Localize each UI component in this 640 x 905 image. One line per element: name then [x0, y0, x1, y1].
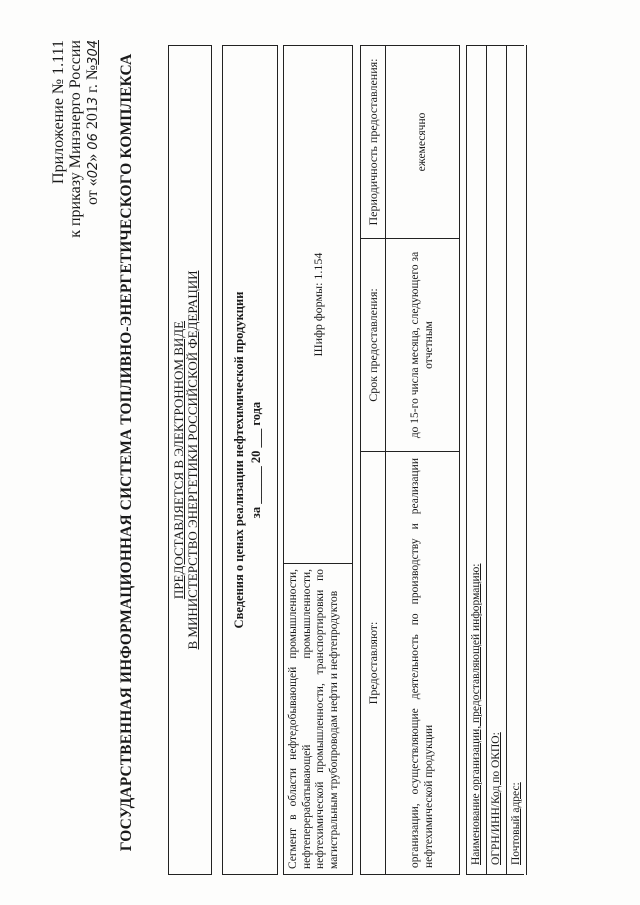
org-ids-line — [486, 45, 506, 875]
header-frequency: Периодичность предоставления: — [361, 46, 386, 239]
appendix-order-ref: к приказу Минэнерго России — [67, 40, 84, 238]
electronic-submission-box — [168, 45, 212, 875]
appendix-date-line: от «02» 06 2013 г. №304 — [84, 40, 101, 206]
page-title: ГОСУДАРСТВЕННАЯ ИНФОРМАЦИОННАЯ СИСТЕМА ТОПЛИВНО-ЭНЕРГЕТИЧЕСКОГО КОМПЛЕКСА — [118, 53, 135, 852]
date-year: 3 — [86, 96, 101, 106]
org-address-line — [506, 45, 527, 875]
electronic-line-2: В МИНИСТЕРСТВО ЭНЕРГЕТИКИ РОССИЙСКОЙ ФЕДЕРАЦИИ — [185, 270, 200, 650]
date-month: 06 — [86, 133, 101, 150]
electronic-line-1: ПРЕДОСТАВЛЯЕТСЯ В ЭЛЕКТРОННОМ ВИДЕ — [171, 320, 186, 600]
deadline-value: до 15-го числа месяца, следующего за отчетным — [386, 239, 460, 452]
appendix-block — [50, 40, 102, 238]
organization-fields — [466, 45, 527, 875]
segment-text: Сегмент в области нефтедобывающей промышленности, нефтеперерабатывающей промышленности, нефтехимической промышленности, транспортировки по магистральным трубопроводам нефти и нефтепродуктов — [284, 564, 353, 875]
org-name-line — [466, 45, 486, 875]
org-name-label: Наименование организации, предоставляющей информацию: — [470, 563, 482, 865]
org-address-label: Почтовый адрес: — [510, 782, 522, 865]
header-deadline: Срок предоставления: — [361, 239, 386, 452]
submission-table — [360, 45, 460, 875]
frequency-value: ежемесячно — [386, 46, 460, 239]
who-value: организации, осуществляющие деятельность по производству и реализации нефтехимической продукции — [386, 452, 460, 875]
header-who: Предоставляют: — [361, 452, 386, 875]
segment-table — [283, 45, 353, 875]
appendix-number: Приложение № 1.111 — [50, 40, 67, 184]
report-period: за ______ 20 ___ года — [249, 401, 263, 519]
report-title-box — [222, 45, 278, 875]
report-title: Сведения о ценах реализации нефтехимической продукции — [232, 291, 246, 629]
order-number: 304 — [86, 40, 101, 65]
form-code: Шифр формы: 1.154 — [284, 46, 353, 564]
org-ids-label: ОГРН/ИНН/Код по ОКПО: — [490, 732, 502, 865]
date-day: 02 — [86, 161, 101, 179]
